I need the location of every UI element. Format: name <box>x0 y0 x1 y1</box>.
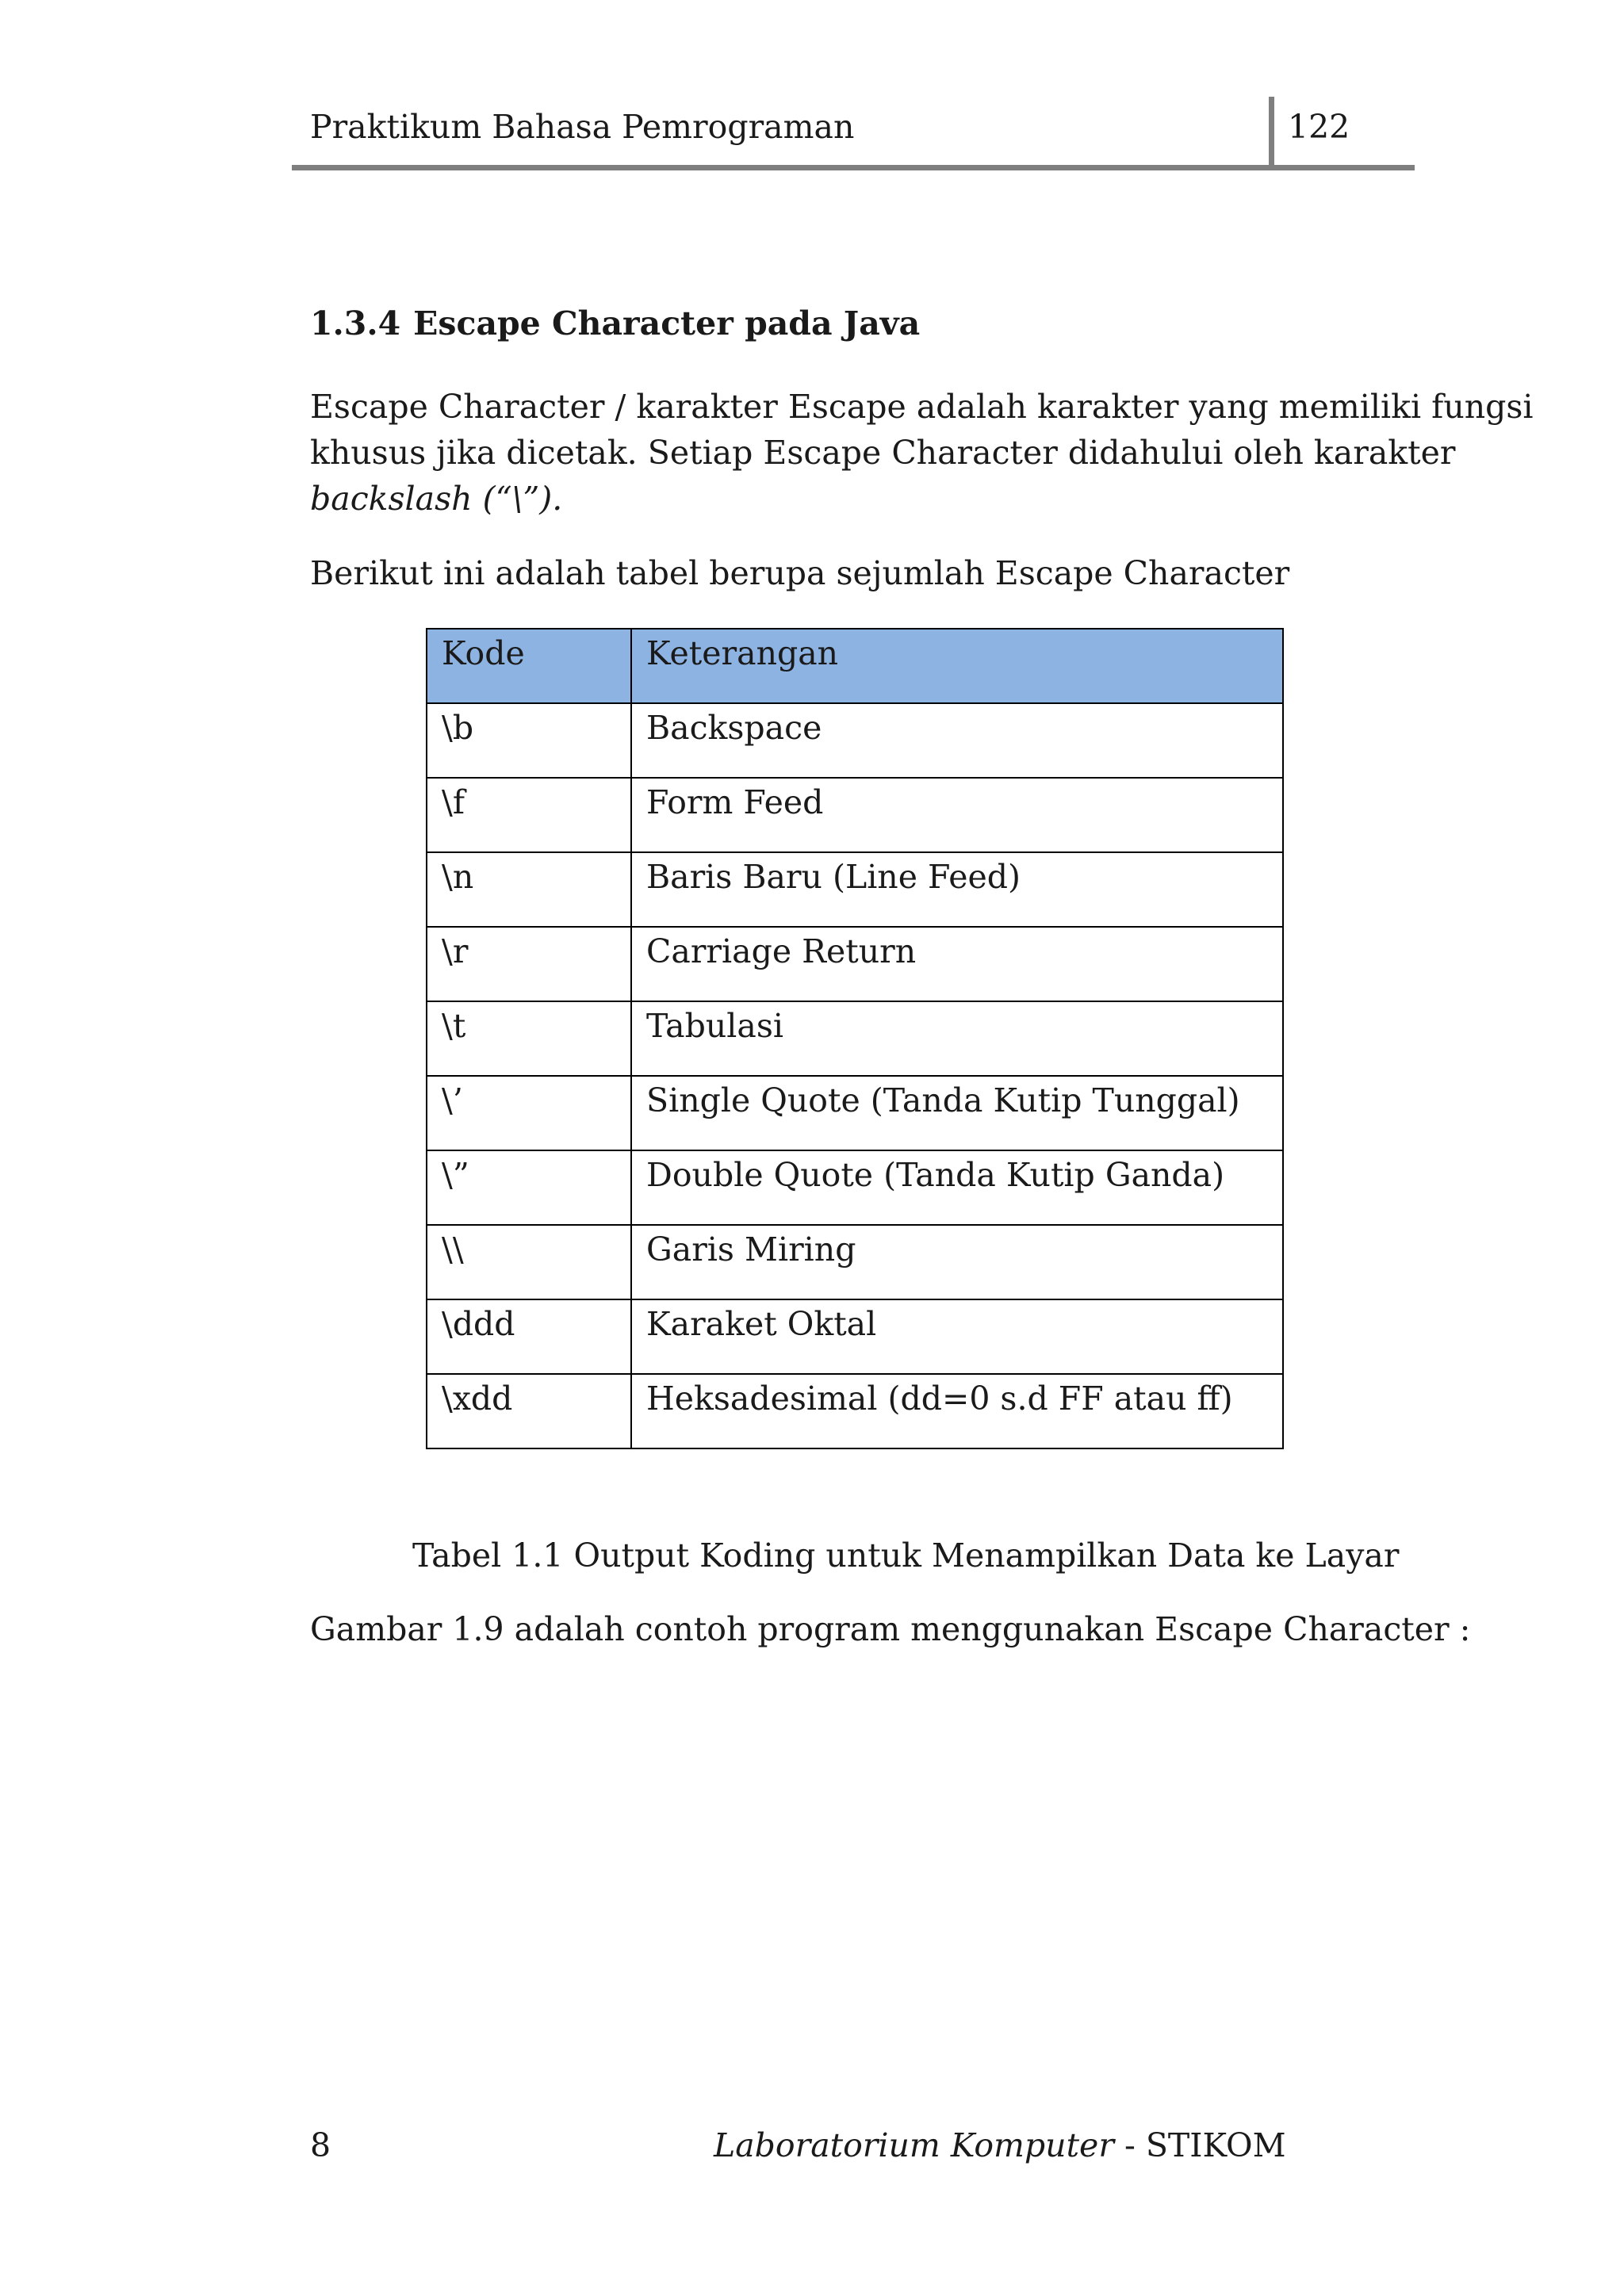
code-cell: \\ <box>427 1225 631 1299</box>
description-cell: Backspace <box>631 703 1283 778</box>
header-keterangan: Keterangan <box>631 629 1283 703</box>
footer-org: STIKOM <box>1145 2126 1286 2164</box>
table-caption: Tabel 1.1 Output Koding untuk Menampilkan Data ke Layar <box>412 1536 1400 1575</box>
intro-line-1: Escape Character / karakter Escape adalah karakter yang memiliki fungsi <box>310 388 1534 426</box>
header-kode: Kode <box>427 629 631 703</box>
header-divider <box>1269 97 1274 170</box>
code-cell: \r <box>427 927 631 1001</box>
footer-lab-text: Laboratorium Komputer <box>714 2126 1114 2164</box>
code-cell: \xdd <box>427 1374 631 1448</box>
code-cell: \’ <box>427 1076 631 1150</box>
footer-page-number: 8 <box>310 2126 331 2164</box>
code-cell: \f <box>427 778 631 852</box>
table-row <box>427 1374 1283 1448</box>
code-cell: \b <box>427 703 631 778</box>
section-title-text: Escape Character pada Java <box>413 304 921 342</box>
table-header-row <box>427 629 1283 703</box>
table-row <box>427 852 1283 927</box>
intro-line-3: backslash (“\”). <box>310 480 563 518</box>
intro-paragraph <box>310 384 1534 522</box>
description-cell: Single Quote (Tanda Kutip Tunggal) <box>631 1076 1283 1150</box>
code-cell: \n <box>427 852 631 927</box>
description-cell: Tabulasi <box>631 1001 1283 1076</box>
table-row <box>427 778 1283 852</box>
footer-lab-name <box>714 2122 1286 2169</box>
code-cell: \ddd <box>427 1299 631 1374</box>
header-rule <box>292 165 1415 170</box>
table-row <box>427 1225 1283 1299</box>
section-heading <box>310 300 920 347</box>
figure-reference-paragraph: Gambar 1.9 adalah contoh program menggunakan Escape Character : <box>310 1610 1471 1648</box>
description-cell: Form Feed <box>631 778 1283 852</box>
description-cell: Karaket Oktal <box>631 1299 1283 1374</box>
intro-line-2: khusus jika dicetak. Setiap Escape Character didahului oleh karakter <box>310 434 1456 472</box>
code-cell: \t <box>427 1001 631 1076</box>
escape-character-table <box>426 628 1284 1449</box>
running-header-title: Praktikum Bahasa Pemrograman <box>310 108 855 146</box>
description-cell: Heksadesimal (dd=0 s.d FF atau ff) <box>631 1374 1283 1448</box>
table-intro-paragraph: Berikut ini adalah tabel berupa sejumlah Escape Character <box>310 554 1290 592</box>
section-number: 1.3.4 <box>310 304 401 342</box>
table-row <box>427 1076 1283 1150</box>
header-page-number: 122 <box>1288 108 1350 146</box>
code-cell: \” <box>427 1150 631 1225</box>
table-row <box>427 703 1283 778</box>
description-cell: Garis Miring <box>631 1225 1283 1299</box>
description-cell: Double Quote (Tanda Kutip Ganda) <box>631 1150 1283 1225</box>
table-row <box>427 1001 1283 1076</box>
footer-separator: - <box>1113 2126 1146 2164</box>
table-row <box>427 1299 1283 1374</box>
table-row <box>427 1150 1283 1225</box>
table-row <box>427 927 1283 1001</box>
description-cell: Carriage Return <box>631 927 1283 1001</box>
description-cell: Baris Baru (Line Feed) <box>631 852 1283 927</box>
